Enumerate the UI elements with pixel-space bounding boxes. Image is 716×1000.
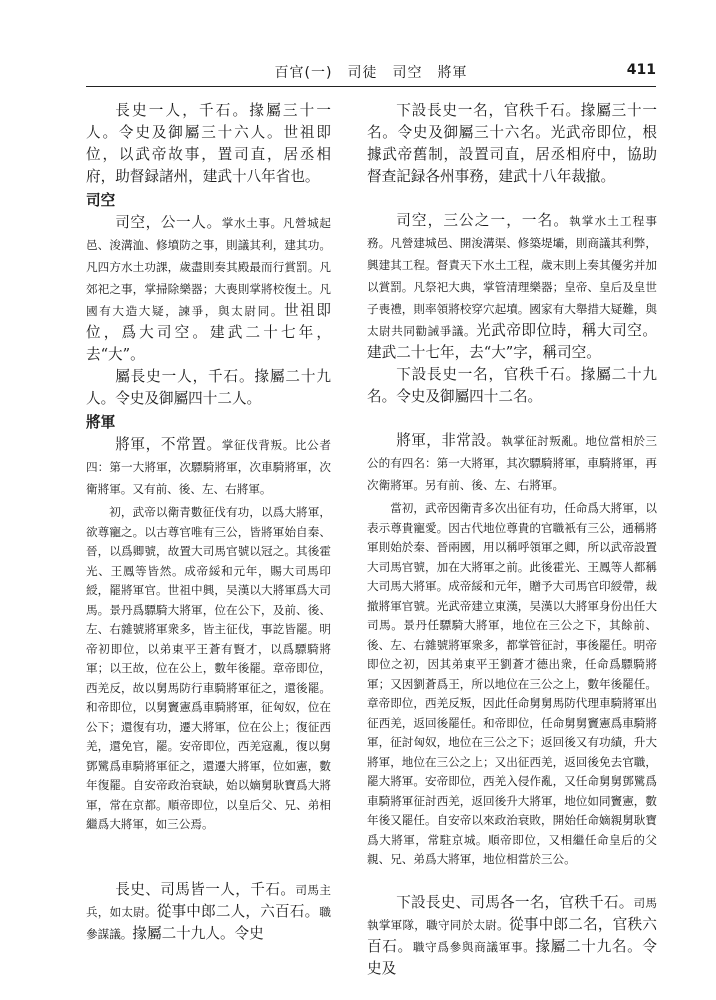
spacer <box>86 835 331 879</box>
paragraph-sikong-staff: 屬長史一人，千石。掾屬二十九人。令史及御屬四十二人。 <box>86 368 331 407</box>
section-heading-jiangjun: 將軍 <box>86 414 116 431</box>
annotation: 司馬主兵，如太尉。 <box>86 882 331 919</box>
paragraph-jiangjun-staff <box>86 879 331 945</box>
main-text: 掾屬二十九名。令史及 <box>367 937 657 977</box>
paragraph-jiangjun-translation <box>367 430 657 496</box>
main-text: 從事中郎二名，官秩六百石。 <box>367 915 657 955</box>
paragraph-sikong-staff-translation: 下設長史一名，官秩千石。掾屬二十九名。令史及御屬四十二名。 <box>367 366 657 405</box>
translation-column <box>367 100 657 980</box>
paragraph-jiangjun-history-translation: 當初，武帝因衛青多次出征有功，任命爲大將軍，以表示尊貴寵愛。因古代地位尊貴的官職衹有三公，通稱將軍則始於秦、晉兩國，用以稱呼領軍之卿，所以武帝設置大司馬官號，加在大將軍之前。此後霍光、王鳳等人都稱大司馬大將軍。成帝綏和元年，贈予大司馬官印綬帶，裁撤將軍官號。光武帝建立東漢，吴漢以大將軍身份出任大司馬。景丹任驃騎大將軍，地位在三公之下，其餘前、後、左、右雜號將軍衆多，都掌管征討，事後罷任。明帝即位之初，因其弟東平王劉蒼才德出衆，任命爲驃騎將軍；又因劉蒼爲王，所以地位在三公之上，數年後罷任。章帝即位，西羌反叛，因此任命舅舅馬防代理車騎將軍出征西羌，返回後罷任。和帝即位，任命舅舅竇憲爲車騎將軍，征討匈奴，地位在三公之下；返回後又有功績，升大將軍，地位在三公之上；又出征西羌，返回後免去官職，罷大將軍。安帝即位，西羌入侵作亂，又任命舅舅鄧騭爲車騎將軍征討西羌，返回後升大將軍，地位如同竇憲，數年後又罷任。自安帝以來政治衰敗，開始任命嫡親舅耿寶爲大將軍，常駐京城。順帝即位，又相繼任命皇后的父親、兄、弟爲大將軍，地位相當於三公。 <box>367 501 657 866</box>
annotation: 司馬執掌軍隊，職守同於太尉。 <box>367 895 657 932</box>
main-text: 司空，公一人。 <box>115 214 222 231</box>
paragraph-sikong <box>86 212 331 366</box>
main-text: 掾屬二十九人。令史 <box>132 924 264 942</box>
paragraph-jiangjun-staff-translation <box>367 892 657 980</box>
main-text: 下設長史、司馬各一名，官秩千石。 <box>396 893 634 911</box>
annotation: 職參謀議。 <box>86 904 331 941</box>
main-text: 將軍，非常設。 <box>396 432 502 449</box>
header-rule <box>86 86 656 87</box>
spacer <box>367 870 657 892</box>
main-text: 世祖即位，爲大司空。建武二十七年，去“大”。 <box>86 302 331 363</box>
paragraph-changshi: 長史一人，千石。掾屬三十一人。令史及御屬三十六人。世祖即位，以武帝故事，置司直，居丞相府，助督録諸州，建武十八年省也。 <box>86 102 331 185</box>
annotation: 掌征伐背叛。比公者四：第一大將軍，次驃騎將軍，次車騎將軍，次衛將軍。又有前、後、左、右將軍。 <box>86 438 331 496</box>
spacer <box>367 188 657 210</box>
main-text: 從事中郎二人，六百石。 <box>156 902 320 920</box>
main-text: 長史、司馬皆一人，千石。 <box>115 880 296 898</box>
paragraph-jiangjun-history: 初，武帝以衛青數征伐有功，以爲大將軍，欲尊寵之。以古尊官唯有三公，皆將軍始自秦、晉，以爲卿號，故置大司馬官號以冠之。其後霍光、王鳳等皆然。成帝綏和元年，賜大司馬印綬，罷將軍官。世祖中興，吴漢以大將軍爲大司馬。景丹爲驃騎大將軍，位在公下，及前、後、左、右雜號將軍衆多，皆主征伐，事訖皆罷。明帝初即位，以弟東平王蒼有賢才，以爲驃騎將軍；以王故，位在公上，數年後罷。章帝即位，西羌反，故以舅馬防行車騎將軍征之，還後罷。和帝即位，以舅竇憲爲車騎將軍，征匈奴，位在公下；還復有功，遷大將軍，位在公上；復征西羌，還免官，罷。安帝即位，西羌寇亂，復以舅鄧騭爲車騎將軍征之，還遷大將軍，位如憲，數年復罷。自安帝政治衰缺，始以嫡舅耿寶爲大將軍，常在京都。順帝即位，以皇后父、兄、弟相繼爲大將軍，如三公焉。 <box>86 505 331 831</box>
annotation: 執掌水土工程事務。凡營建城邑、開浚溝渠、修築堤壩，則商議其利弊，興建其工程。督責天下水土工程，歲末則上奏其優劣并加以賞罰。凡祭祀大典，掌管清理樂器；皇帝、皇后及皇世子喪禮，則率領將校穿穴起墳。國家有大舉措大疑難，與太尉共同勸誡爭議。 <box>367 214 657 338</box>
spacer <box>367 408 657 430</box>
paragraph-jiangjun <box>86 434 331 500</box>
annotation: 職守爲參與商議軍事。 <box>412 939 536 954</box>
main-text: 司空，三公之一，一名。 <box>396 212 570 229</box>
main-text: 將軍，不常置。 <box>115 436 222 453</box>
paragraph-sikong-translation <box>367 210 657 364</box>
section-heading-sikong: 司空 <box>86 192 116 209</box>
main-text: 光武帝即位時，稱大司空。建武二十七年，去“大”字，稱司空。 <box>367 322 657 361</box>
page-number: 411 <box>626 62 656 78</box>
page-header <box>86 62 656 88</box>
original-text-column <box>86 100 331 945</box>
paragraph-changshi-translation: 下設長史一名，官秩千石。掾屬三十一名。令史及御屬三十六名。光武帝即位，根據武帝舊制，設置司直，居丞相府中，協助督查記録各州事務，建武十八年裁撤。 <box>367 102 657 185</box>
annotation: 執掌征討叛亂。地位當相於三公的有四名：第一大將軍，其次驃騎將軍，車騎將軍，再次衛將軍。另有前、後、左、右將軍。 <box>367 434 657 492</box>
running-head: 百官(一) 司徒 司空 將軍 <box>274 65 468 81</box>
annotation: 掌水土事。凡營城起邑、浚溝洫、修墳防之事，則議其利，建其功。凡四方水土功課，歲盡則奏其殿最而行賞罰。凡郊祀之事，掌掃除樂器；大喪則掌將校復土。凡國有大造大疑，諫爭，與太尉同。 <box>86 216 331 318</box>
